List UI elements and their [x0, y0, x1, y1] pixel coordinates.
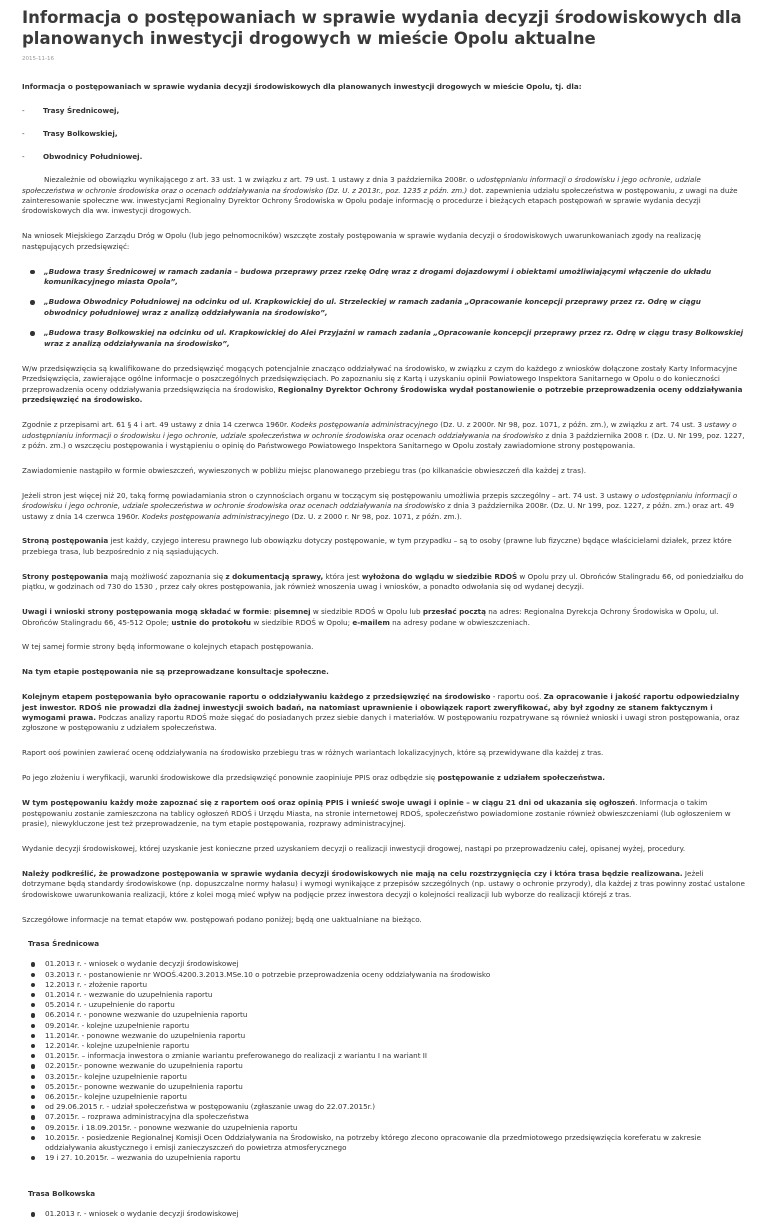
- text-span: z dnia 3 października 2008 r. (Dz. U. Nr 199, poz. 1227, z późn. zm.) o wszczęciu postępowania i wystąpieniu o opinię do Państwowego Powiatowego Inspektora Sanitarnego w Opolu zostały zawiadomione strony postępowania.: [22, 430, 745, 450]
- text-span: Po jego złożeniu i weryfikacji, warunki środowiskowe dla przedsięwzięć ponownie zaopiniuje PPIS oraz odbędzie się: [22, 773, 438, 783]
- text-span: która jest: [323, 571, 362, 581]
- event-item: 01.2015r. – informacja inwestora o zmianie wariantu preferowanego do realizacji z wariantu I na wariant II: [22, 1051, 746, 1061]
- law-reference: Kodeks postępowania administracyjnego: [142, 511, 290, 521]
- party-definition-paragraph: [22, 536, 746, 557]
- event-item: 06.2014 r. - ponowne wezwanie do uzupełnienia raportu: [22, 1010, 746, 1020]
- event-item: 07.2015r. – rozprawa administracyjna dla społeczeństwa: [22, 1112, 746, 1122]
- text-span: (Dz. U. z 2000 r. Nr 98, poz. 1071, z późn. zm.).: [289, 511, 462, 521]
- text-span: . Informacja o takim postępowaniu zostanie zamieszczona na tablicy ogłoszeń RDOŚ i Urzędu Miasta, na stronie internetowej RDOŚ, społeczeństwo powiadomione zostanie również obwieszczeniami (lub ogłoszeniem w prasie), niewykluczone jest też przeprowadzenie, na tym etapie postępowania, rozprawy administracyjnej.: [22, 798, 731, 828]
- application-paragraph: Na wniosek Miejskiego Zarządu Dróg w Opolu (lub jego pełnomocników) wszczęte zostały postępowania w sprawie wydania decyzji o środowiskowych uwarunkowaniach zgody na realizację następujących przedsięwzięć:: [22, 231, 701, 251]
- projects-list: [22, 267, 746, 349]
- bold-text: pisemnej: [273, 607, 311, 617]
- bold-text: Uwagi i wnioski strony postępowania mogą składać w formie: [22, 607, 270, 617]
- text-span: dot. zapewnienia udziału społeczeństwa w postępowaniu, z uwagi na duże zainteresowanie społeczne ww. inwestycjami Regionalny Dyrektor Ochrony Środowiska w Opolu podaje informację o procedurze i bieżących etapach postępowań w sprawie wydania decyzji środowiskowych dla ww. inwestycji drogowych.: [22, 185, 738, 216]
- bold-text: ustnie do protokołu: [171, 617, 252, 627]
- event-item: 19 i 27. 10.2015r. – wezwania do uzupełnienia raportu: [22, 1153, 746, 1163]
- event-item: 01.2013 r. - wniosek o wydanie decyzji środowiskowej: [22, 959, 746, 969]
- section-heading-bolkowska: Trasa Bolkowska: [28, 1189, 96, 1199]
- bold-text: Kolejnym etapem postępowania było opracowanie raportu o oddziaływaniu każdego z przedsięwzięć na środowisko: [22, 692, 491, 702]
- event-item: 10.2015r. - posiedzenie Regionalnej Komisji Ocen Oddziaływania na Środowisko, na potrzeby którego zlecono opracowanie dla przedmiotowego przedsięwzięcia koreferatu w zakresie oddziaływania akustycznego i emisji zanieczyszczeń do powietrza atmosferycznego: [22, 1133, 746, 1153]
- law-reference: Kodeks postępowania administracyjnego: [290, 420, 438, 430]
- bold-text: W tym postępowaniu każdy może zapoznać się z raportem ooś oraz opinią PPIS i wnieść swoje uwagi i opinie – w ciągu 21 dni od ukazania się ogłoszeń: [22, 798, 636, 808]
- bold-text: e-mailem: [352, 617, 390, 627]
- text-span: na adresy podane w obwieszczeniach.: [389, 617, 530, 627]
- bold-text: Stroną postępowania: [22, 536, 109, 546]
- text-span: Niezależnie od obowiązku wynikającego z art. 33 ust. 1 w związku z art. 79 ust. 1 ustawy z dnia 3 października 2008r. o: [44, 175, 477, 185]
- same-form-paragraph: W tej samej formie strony będą informowane o kolejnych etapach postępowania.: [22, 642, 314, 652]
- text-span: W/w przedsięwzięcia są kwalifikowane do przedsięwzięć mogących potencjalnie znacząco oddziaływać na środowisko, w związku z czym do każdego z wniosków dołączone zostały Karty Informacyjne Przedsięwzięcia, zawierające ogólne informacje o poszczególnych przedsięwzięciach. Po zapoznaniu się z Kartą i uzyskaniu opinii Powiatowego Inspektora Sanitarnego w Opolu o do konieczności przeprowadzenia oceny oddziaływania przedsięwzięcia na środowisko,: [22, 364, 738, 394]
- section-heading-srednicowa: Trasa Średnicowa: [28, 939, 100, 949]
- bold-text: wyłożona do wglądu w siedzibie RDOŚ: [361, 571, 518, 581]
- event-item: 11.2014r. - ponowne wezwanie do uzupełnienia raportu: [22, 1031, 746, 1041]
- lead-paragraph: Informacja o postępowaniach w sprawie wydania decyzji środowiskowych dla planowanych inwestycji drogowych w mieście Opolu, tj. dla:: [22, 82, 582, 91]
- bold-text: Należy podkreślić, że prowadzone postępowania w sprawie wydania decyzji środowiskowych nie mają na celu rozstrzygnięcia czy i która trasa będzie realizowana.: [22, 868, 683, 878]
- text-span: z dnia 3 października 2008r. (Dz. U. Nr 199, poz. 1227, z późn. zm.) oraz art. 49 ustawy z dnia 14 czerwca 1960r.: [22, 501, 735, 521]
- submission-paragraph: [22, 607, 746, 628]
- text-span: w Opolu przy ul. Obrońców Stalingradu 66, od poniedziałku do piątku, w godzinach od 730 do 1530 , przez cały okres postępowania, jak również wnoszenia uwag i wniosków, a ponadto odwołania się od wydanej decyzji.: [22, 571, 744, 592]
- law-reference: udostępnianiu informacji o środowisku i jego ochronie, udziale społeczeństwa w ochronie środowiska oraz o ocenach oddziaływania na środowisko (Dz. U. z 2013r., poz. 1235 z późn. zm.): [22, 175, 701, 195]
- text-span: Zgodnie z przepisami art. 61 § 4 i art. 49 ustawy z dnia 14 czerwca 1960r.: [22, 420, 291, 430]
- bold-text: z dokumentacją sprawy,: [225, 571, 324, 581]
- page-title: Informacja o postępowaniach w sprawie wydania decyzji środowiskowych dla planowanych inwestycji drogowych w mieście Opolu aktualne: [22, 8, 742, 48]
- no-consultation-paragraph: Na tym etapie postępowania nie są przeprowadzane konsultacje społeczne.: [22, 667, 329, 677]
- event-item: 12.2014r. - kolejne uzupełnienie raportu: [22, 1041, 746, 1051]
- route-item: [22, 106, 746, 116]
- project-item: „Budowa trasy Średnicowej w ramach zadania – budowa przeprawy przez rzekę Odrę wraz z drogami dojazdowymi i obiektami umożliwiającymi włączenie do układu komunikacyjnego miasta Opola”,: [22, 267, 746, 288]
- publication-date: 2015-11-16: [22, 56, 54, 62]
- dash-marker: -: [22, 106, 25, 116]
- event-item: 05.2014 r. - uzupełnienie do raportu: [22, 1000, 746, 1010]
- text-span: :: [269, 607, 274, 617]
- events-list-bolkowska: [22, 1209, 746, 1219]
- text-span: w siedzibie RDOŚ w Opolu lub: [310, 607, 423, 617]
- bold-text: Za opracowanie i jakość raportu odpowiedzialny jest inwestor. RDOŚ nie prowadzi dla żadnej inwestycji swoich badań, na natomiast uprawnienie i obowiązek raport zweryfikować, aby był zgodny ze stanem faktycznym i wymogami prawa.: [22, 692, 740, 723]
- dash-marker: -: [22, 152, 25, 162]
- text-span: mają możliwość zapoznania się: [108, 571, 226, 581]
- event-item: 09.2015r. i 18.09.2015r. - ponowne wezwanie do uzupełnienia raportu: [22, 1123, 746, 1133]
- emphasis-paragraph: [22, 869, 746, 900]
- legal-basis-paragraph: [22, 420, 746, 451]
- parties-count-paragraph: [22, 491, 746, 522]
- qualification-paragraph: [22, 364, 746, 406]
- text-span: (Dz. U. z 2000r. Nr 98, poz. 1071, z późn. zm.), w związku z art. 74 ust. 3: [437, 420, 705, 430]
- decision-paragraph: Wydanie decyzji środowiskowej, której uzyskanie jest konieczne przed uzyskaniem decyzji o realizacji inwestycji drogowej, nastąpi po przeprowadzeniu całej, opisanej wyżej, procedury.: [22, 843, 686, 853]
- text-span: - raportu ooś.: [490, 692, 544, 702]
- event-item: 12.2013 r. - złożenie raportu: [22, 980, 746, 990]
- after-submission-paragraph: [22, 773, 746, 783]
- dash-marker: -: [22, 129, 25, 139]
- project-item: „Budowa trasy Bolkowskiej na odcinku od ul. Krapkowickiej do Alei Przyjaźni w ramach zadania „Opracowanie koncepcji przeprawy przez rz. Odrę w ciągu trasy Bolkowskiej wraz z analizą oddziaływania na środowisko”,: [22, 328, 746, 349]
- route-name: Obwodnicy Południowej.: [43, 152, 143, 162]
- law-reference: ustawy o udostępnianiu informacji o środowisku i jego ochronie, udziale społeczeństwa w ochronie środowiska oraz ocenach oddziaływania na środowisko: [22, 420, 737, 440]
- notification-paragraph: Zawiadomienie nastąpiło w formie obwieszczeń, wywieszonych w pobliżu miejsc planowanego przebiegu tras (po kilkanaście obwieszczeń dla każdej z tras).: [22, 465, 587, 475]
- event-item: 01.2013 r. - wniosek o wydanie decyzji środowiskowej: [22, 1209, 746, 1219]
- public-participation-paragraph: [22, 798, 746, 829]
- route-item: [22, 152, 746, 162]
- report-stage-paragraph: [22, 692, 746, 734]
- event-item: od 29.06.2015 r. - udział społeczeństwa w postępowaniu (zgłaszanie uwag do 22.07.2015r.): [22, 1102, 746, 1112]
- text-span: Jeżeli dotrzymane będą standardy środowiskowe (np. dopuszczalne normy hałasu) i wymogi wynikające z przepisów szczególnych (np. ustawy o ochronie przyrody), dla każdej z tras powinny zostać ustalone środowiskowe uwarunkowania realizacji, które z kolei mogą mieć wpływ na podjęcie przez inwestora decyzji o kolejności realizacji lub wyborze do realizacji którejś z tras.: [22, 868, 745, 899]
- intro-paragraph: [22, 175, 746, 217]
- event-item: 02.2015r.- ponowne wezwanie do uzupełnienia raportu: [22, 1061, 746, 1071]
- text-span: jest każdy, czyjego interesu prawnego lub obowiązku dotyczy postępowanie, w tym przypadku – są to osoby (prawne lub fizyczne) będące właścicielami działek, przez które przebiega trasa, lub bezpośrednio z nią sąsiadujących.: [22, 536, 732, 556]
- route-item: [22, 129, 746, 139]
- event-item: 05.2015r.- ponowne wezwanie do uzupełnienia raportu: [22, 1082, 746, 1092]
- page: [0, 7, 768, 1220]
- law-reference: o udostępnianiu informacji o środowisku i jego ochronie, udziale społeczeństwa w ochronie środowiska oraz ocenach oddziaływania na środowisko: [22, 490, 738, 511]
- report-content-paragraph: Raport ooś powinien zawierać ocenę oddziaływania na środowisko przebiegu tras w różnych wariantach lokalizacyjnych, które są przewidywane dla każdej z tras.: [22, 748, 604, 758]
- bold-text: postępowanie z udziałem społeczeństwa.: [437, 773, 606, 783]
- bold-text: Regionalny Dyrektor Ochrony Środowiska wydał postanowienie o potrzebie przeprowadzenia oceny oddziaływania przedsięwzięć na środowisko.: [22, 384, 743, 405]
- events-list-srednicowa: [22, 959, 746, 1163]
- text-span: Podczas analizy raportu RDOŚ może sięgać do posiadanych przez siebie danych i materiałów. W postępowaniu rozpatrywane są również wnioski i uwagi stron postępowania, oraz zgłoszone w postępowaniu z udziałem społeczeństwa.: [22, 713, 740, 733]
- bold-text: Strony postępowania: [22, 571, 109, 581]
- route-name: Trasy Bolkowskiej,: [43, 129, 118, 139]
- event-item: 06.2015r.- kolejne uzupełnienie raportu: [22, 1092, 746, 1102]
- bold-text: przesłać pocztą: [422, 607, 486, 617]
- route-name: Trasy Średnicowej,: [43, 106, 120, 116]
- text-span: na adres: Regionalna Dyrekcja Ochrony Środowiska w Opolu, ul. Obrońców Stalingradu 66, 45-512 Opole;: [22, 607, 719, 627]
- details-intro-paragraph: Szczegółowe informacje na temat etapów ww. postępowań podano poniżej; będą one uaktualniane na bieżąco.: [22, 914, 422, 924]
- event-item: 03.2015r.- kolejne uzupełnienie raportu: [22, 1072, 746, 1082]
- event-item: 03.2013 r. - postanowienie nr WOOŚ.4200.3.2013.MSe.10 o potrzebie przeprowadzenia oceny oddziaływania na środowisko: [22, 970, 746, 980]
- event-item: 01.2014 r. - wezwanie do uzupełnienia raportu: [22, 990, 746, 1000]
- text-span: w siedzibie RDOŚ w Opolu;: [251, 617, 353, 627]
- text-span: Jeżeli stron jest więcej niż 20, taką formę powiadamiania stron o czynnościach organu w toczącym się postępowaniu umożliwia przepis szczególny – art. 74 ust. 3 ustawy: [22, 490, 635, 500]
- documentation-access-paragraph: [22, 572, 746, 593]
- routes-list: [22, 106, 746, 162]
- project-item: „Budowa Obwodnicy Południowej na odcinku od ul. Krapkowickiej do ul. Strzeleckiej w ramach zadania „Opracowanie koncepcji przeprawy przez rz. Odrę w ciągu obwodnicy południowej wraz z analizą oddziaływania na środowisko”,: [22, 297, 746, 318]
- event-item: 09.2014r. - kolejne uzupełnienie raportu: [22, 1021, 746, 1031]
